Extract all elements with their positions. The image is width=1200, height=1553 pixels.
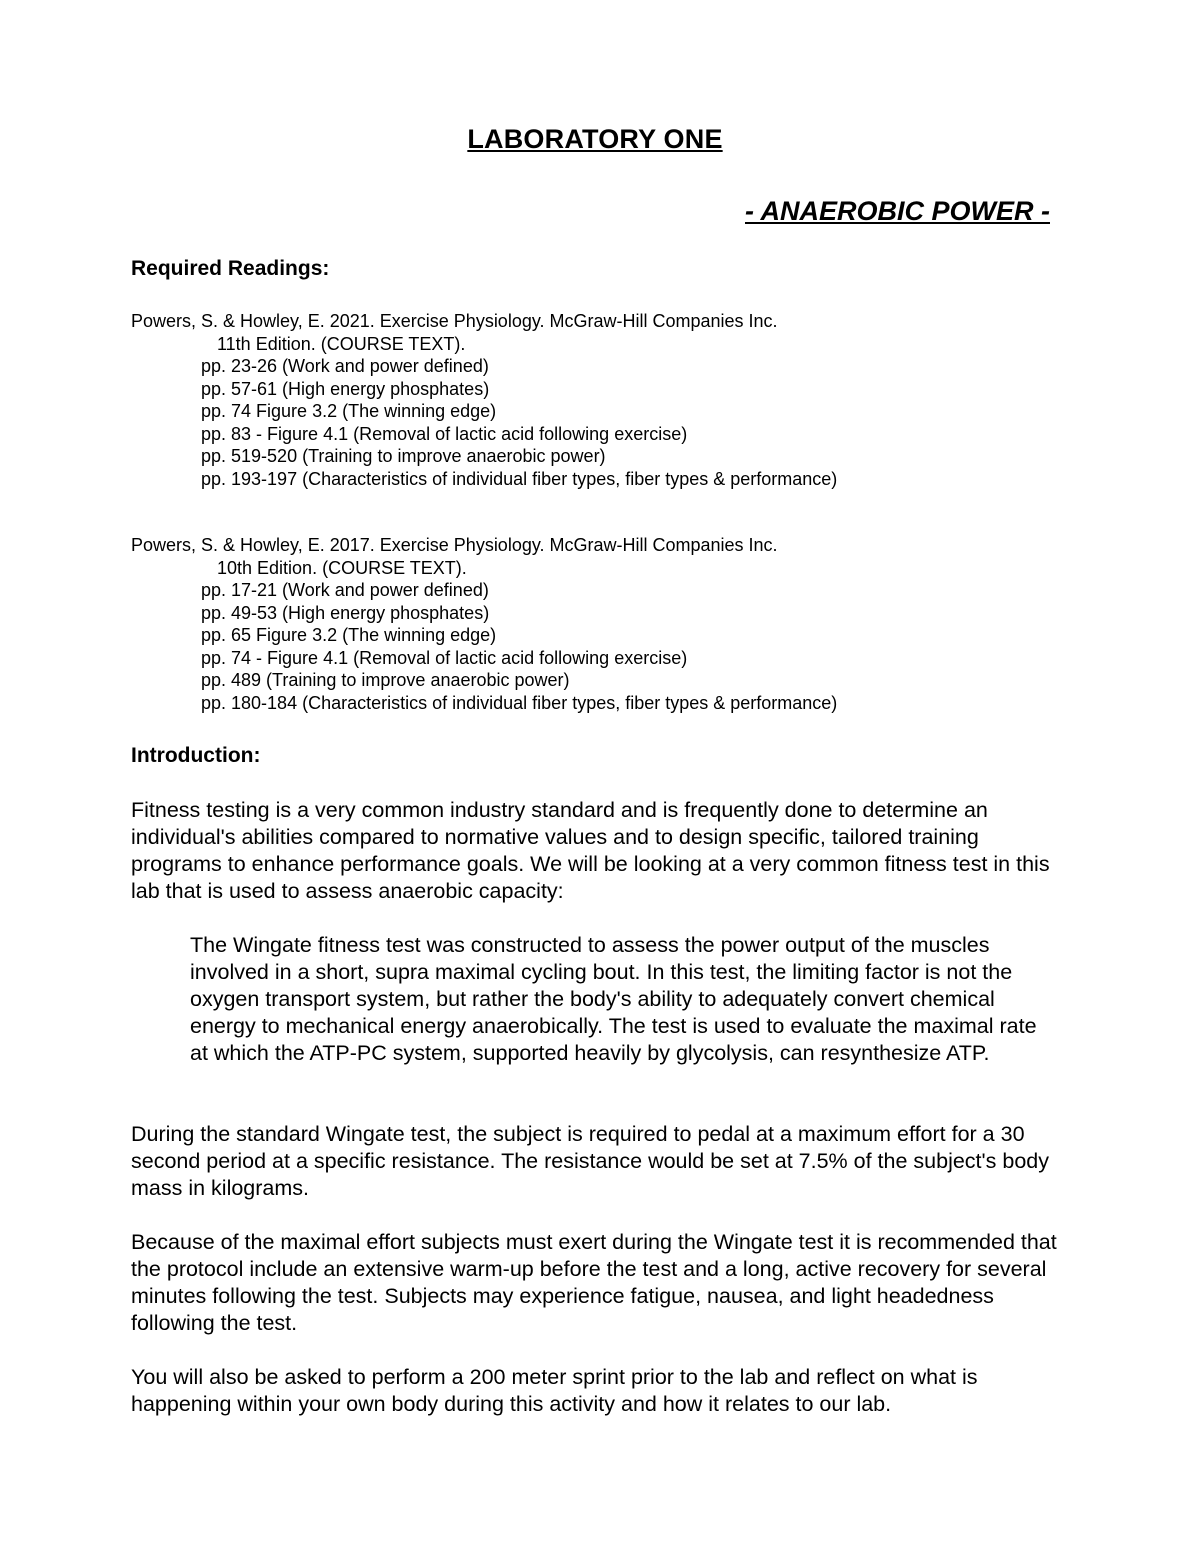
reference-citation: Powers, S. & Howley, E. 2021. Exercise Physiology. McGraw-Hill Companies Inc.	[131, 311, 778, 331]
introduction-heading: Introduction:	[131, 744, 261, 767]
warmup-recovery-paragraph: Because of the maximal effort subjects must exert during the Wingate test it is recommended that the protocol include an extensive warm-up before the test and a long, active recovery for several minutes following the test. Subjects may experience fatigue, nausea, and light headedness following the test.	[131, 1230, 1057, 1335]
reference-page-range: pp. 74 Figure 3.2 (The winning edge)	[201, 401, 497, 421]
wingate-protocol-paragraph: During the standard Wingate test, the subject is required to pedal at a maximum effort for a 30 second period at a specific resistance. The resistance would be set at 7.5% of the subject's body mass in kilograms.	[131, 1122, 1049, 1200]
wingate-description-blockquote: The Wingate fitness test was constructed to assess the power output of the muscles involved in a short, supra maximal cycling bout. In this test, the limiting factor is not the oxygen transport system, but rather the body's ability to adequately convert chemical energy to mechanical energy anaerobically. The test is used to evaluate the maximal rate at which the ATP-PC system, supported heavily by glycolysis, can resynthesize ATP.	[190, 933, 1037, 1065]
document-title: LABORATORY ONE	[467, 124, 723, 154]
reference-page-range: pp. 193-197 (Characteristics of individual fiber types, fiber types & performance)	[201, 468, 838, 489]
sprint-reflection-paragraph: You will also be asked to perform a 200 meter sprint prior to the lab and reflect on what is happening within your own body during this activity and how it relates to our lab.	[131, 1365, 978, 1416]
required-readings-heading: Required Readings:	[131, 257, 330, 280]
reference-page-range: pp. 65 Figure 3.2 (The winning edge)	[201, 625, 497, 645]
reference-page-range: pp. 74 - Figure 4.1 (Removal of lactic acid following exercise)	[201, 647, 688, 668]
reference-2017	[131, 534, 837, 714]
document-subtitle: - ANAEROBIC POWER -	[745, 196, 1050, 226]
reference-2021	[131, 310, 837, 490]
reference-page-range: pp. 489 (Training to improve anaerobic power)	[201, 670, 570, 690]
reference-citation: Powers, S. & Howley, E. 2017. Exercise Physiology. McGraw-Hill Companies Inc.	[131, 535, 778, 555]
reference-page-range: pp. 180-184 (Characteristics of individual fiber types, fiber types & performance)	[201, 692, 838, 713]
reference-edition: 10th Edition. (COURSE TEXT).	[217, 557, 467, 578]
reference-edition: 11th Edition. (COURSE TEXT).	[217, 333, 466, 354]
reference-page-range: pp. 49-53 (High energy phosphates)	[201, 602, 490, 623]
reference-page-range: pp. 83 - Figure 4.1 (Removal of lactic acid following exercise)	[201, 423, 688, 444]
reference-page-range: pp. 57-61 (High energy phosphates)	[201, 378, 490, 399]
intro-paragraph: Fitness testing is a very common industry standard and is frequently done to determine an individual's abilities compared to normative values and to design specific, tailored training programs to enhance performance goals. We will be looking at a very common fitness test in this lab that is used to assess anaerobic capacity:	[131, 798, 1050, 903]
reference-page-range: pp. 23-26 (Work and power defined)	[201, 356, 489, 376]
reference-page-range: pp. 519-520 (Training to improve anaerobic power)	[201, 446, 606, 466]
reference-page-range: pp. 17-21 (Work and power defined)	[201, 580, 489, 600]
